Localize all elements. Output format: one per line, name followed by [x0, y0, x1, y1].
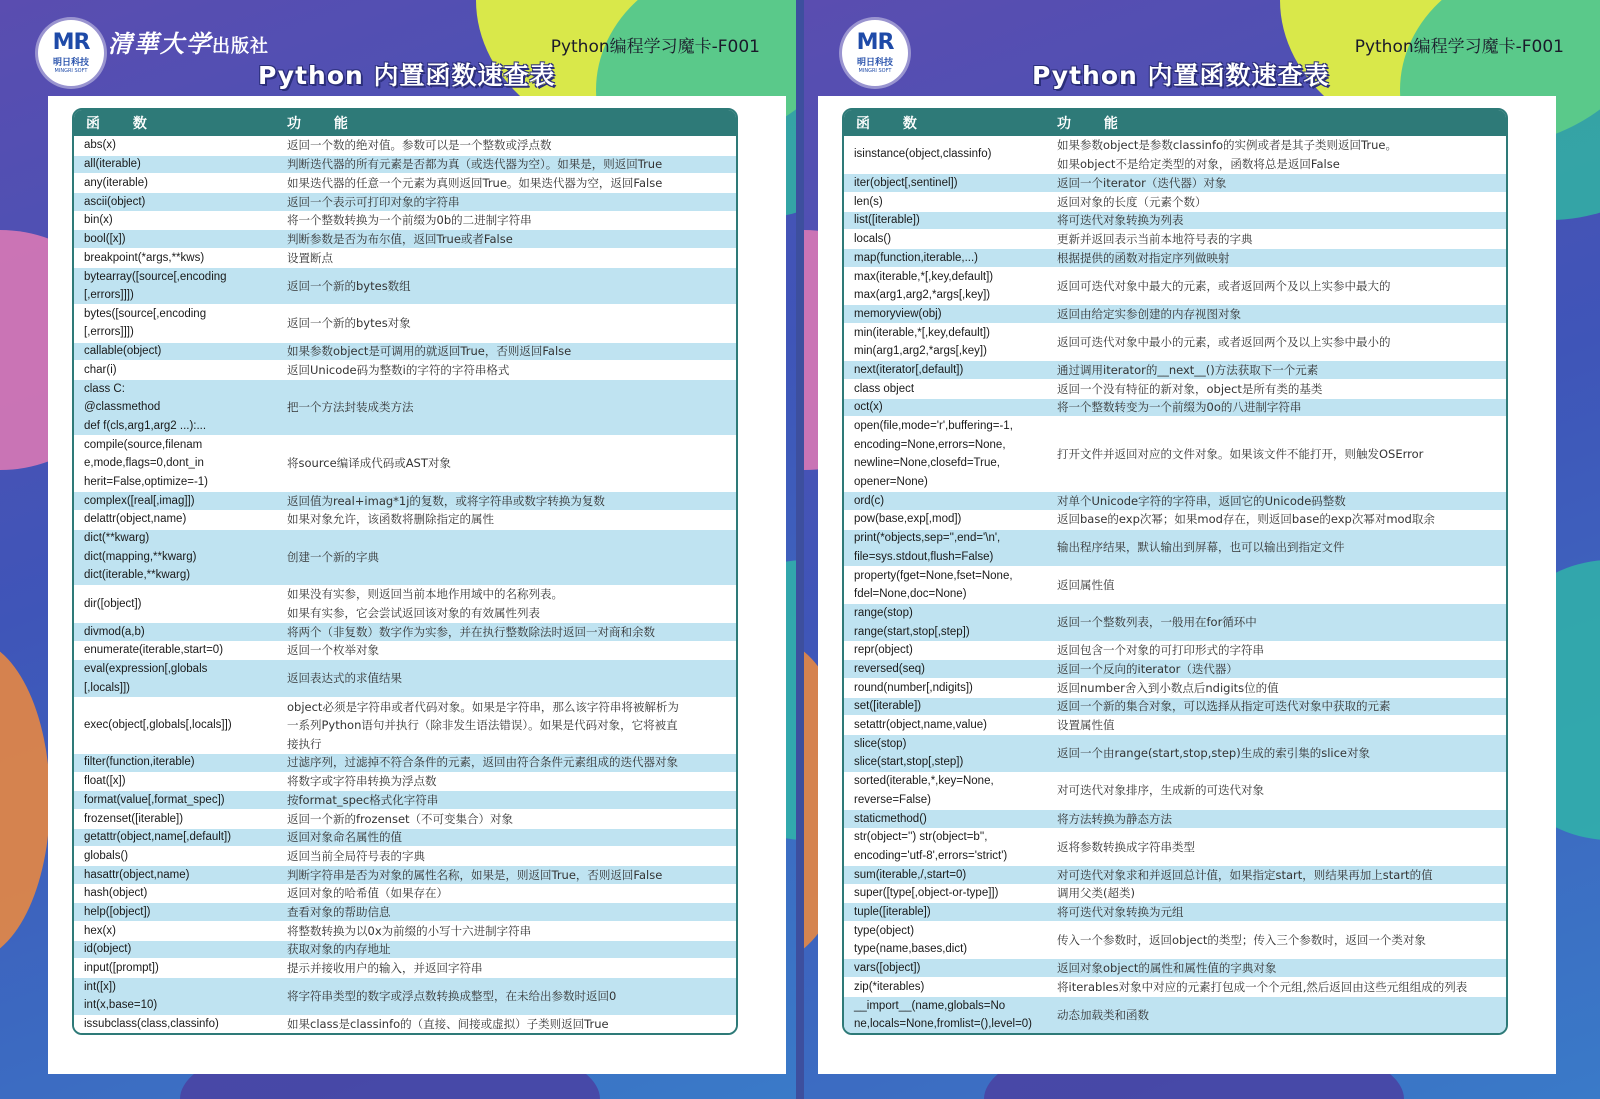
table-row — [74, 211, 736, 230]
function-signature: round(number[,ndigits]) — [854, 681, 973, 694]
table-row — [844, 304, 1506, 323]
function-description: 返回一个枚举对象 — [287, 643, 379, 658]
function-description: 提示并接收用户的输入，并返回字符串 — [287, 961, 483, 976]
function-signature: any(iterable) — [84, 176, 148, 189]
function-signature: float([x]) — [84, 775, 126, 788]
table-row — [74, 902, 736, 921]
table-row — [844, 828, 1506, 865]
function-description: 将iterables对象中对应的元素打包成一个个元组,然后返回由这些元组组成的列表 — [1057, 979, 1468, 994]
function-signature: property(fget=None,fset=None, fdel=None,doc=None) — [854, 569, 1013, 601]
table-row — [74, 865, 736, 884]
function-signature: exec(object[,globals[,locals]]) — [84, 719, 232, 732]
function-description: 返回一个表示可打印对象的字符串 — [287, 194, 460, 209]
table-row — [74, 641, 736, 660]
function-description: 如果没有实参，则返回当前本地作用域中的名称列表。 如果有实参，它会尝试返回该对象的有效属性列表 — [287, 587, 563, 620]
function-description: 如果对象允许，该函数将删除指定的属性 — [287, 512, 494, 527]
function-signature: class object — [854, 382, 915, 395]
function-description: 返回一个新的bytes对象 — [287, 316, 411, 331]
function-signature: compile(source,filenam e,mode,flags=0,dont_in herit=False,optimize=-1) — [84, 438, 208, 488]
table-row — [844, 248, 1506, 267]
function-description: 设置断点 — [287, 250, 333, 265]
function-description: 判断迭代器的所有元素是否都为真（或迭代器为空）。如果是，则返回True — [287, 157, 663, 172]
table-row — [74, 697, 736, 753]
table-row — [844, 173, 1506, 192]
table-row — [844, 659, 1506, 678]
function-signature: eval(expression[,globals [,locals]]) — [84, 663, 208, 694]
table-row — [74, 940, 736, 959]
table-body — [74, 136, 736, 1033]
table-row — [74, 379, 736, 435]
function-signature: sum(iterable,/,start=0) — [854, 868, 967, 881]
function-description: 将一个整数转换为一个前缀为0b的二进制字符串 — [287, 213, 532, 228]
table-row — [74, 342, 736, 361]
function-description: 返回对象的长度（元素个数） — [1057, 194, 1207, 209]
table-row — [74, 267, 736, 304]
table-row — [844, 865, 1506, 884]
table-row — [844, 641, 1506, 660]
function-signature: class C: @classmethod def f(cls,arg1,arg2 ...):... — [84, 382, 207, 432]
decor-blob — [0, 640, 50, 960]
function-signature: slice(stop) slice(start,stop[,step]) — [854, 737, 964, 769]
function-description: 返回Unicode码为整数i的字符的字符串格式 — [287, 362, 510, 377]
table-row — [74, 510, 736, 529]
table-row — [74, 585, 736, 622]
logo-cn-text: 明日科技 — [856, 58, 893, 68]
function-description: 返回对象的哈希值（如果存在） — [287, 886, 448, 901]
function-description: 对可迭代对象排序，生成新的可迭代对象 — [1057, 783, 1264, 798]
function-description: 将字符串类型的数字或浮点数转换成整型，在未给出参数时返回0 — [287, 989, 617, 1004]
table-body — [844, 136, 1506, 1033]
table-row — [74, 304, 736, 341]
table-row — [74, 192, 736, 211]
function-signature: ord(c) — [854, 494, 885, 507]
function-description: 动态加载类和函数 — [1057, 1007, 1149, 1022]
function-signature: dict(**kwarg) dict(mapping,**kwarg) dict(iterable,**kwarg) — [84, 532, 197, 582]
column-header-description: 功 能 — [287, 116, 362, 132]
function-signature: staticmethod() — [854, 812, 927, 825]
function-description: 更新并返回表示当前本地符号表的字典 — [1057, 232, 1253, 247]
function-signature: hex(x) — [84, 924, 116, 937]
table-row — [844, 697, 1506, 716]
table-row — [844, 360, 1506, 379]
function-signature: type(object) type(name,bases,dict) — [854, 924, 968, 956]
table-row — [74, 1015, 736, 1034]
table-row — [844, 379, 1506, 398]
publisher-suffix: 出版社 — [212, 36, 269, 57]
table-row — [74, 248, 736, 267]
table-header — [74, 110, 736, 136]
function-description: 返回可迭代对象中最小的元素，或者返回两个及以上实参中最小的 — [1057, 334, 1391, 349]
function-signature: frozenset([iterable]) — [84, 812, 184, 825]
table-row — [844, 136, 1506, 173]
function-signature: len(s) — [854, 195, 883, 208]
table-row — [74, 173, 736, 192]
function-signature: locals() — [854, 233, 892, 246]
function-signature: set([iterable]) — [854, 700, 922, 713]
function-description: 返回一个数的绝对值。参数可以是一个整数或浮点数 — [287, 138, 552, 153]
function-signature: reversed(seq) — [854, 662, 925, 675]
function-description: 将可迭代对象转换为列表 — [1057, 213, 1184, 228]
mingri-logo — [38, 20, 104, 86]
function-signature: all(iterable) — [84, 158, 141, 171]
function-signature: vars([object]) — [854, 962, 921, 975]
logo-mark: MR — [52, 30, 90, 55]
function-signature: bytes([source[,encoding [,errors]]]) — [84, 307, 207, 339]
table-row — [74, 921, 736, 940]
table-row — [74, 884, 736, 903]
function-description: 如果参数object是可调用的就返回True，否则返回False — [287, 344, 572, 359]
table-row — [844, 323, 1506, 360]
logo-cn-text: 明日科技 — [52, 58, 89, 68]
function-signature: super([type[,object-or-type]]) — [854, 887, 999, 900]
function-description: 返回包含一个对象的可打印形式的字符串 — [1057, 643, 1264, 658]
table-row — [844, 211, 1506, 230]
series-label: Python编程学习魔卡-F001 — [550, 37, 760, 57]
function-signature: enumerate(iterable,start=0) — [84, 644, 224, 657]
table-row — [74, 360, 736, 379]
function-description: 对可迭代对象求和并返回总计值，如果指定start，则结果再加上start的值 — [1057, 867, 1433, 882]
function-signature: bytearray([source[,encoding [,errors]]]) — [84, 270, 227, 302]
function-description: 返回属性值 — [1057, 577, 1115, 592]
function-description: 返回number舍入到小数点后ndigits位的值 — [1057, 680, 1279, 695]
function-signature: callable(object) — [84, 345, 162, 358]
table-row — [74, 136, 736, 155]
table-row — [74, 229, 736, 248]
mingri-logo — [842, 20, 908, 86]
function-description: 输出程序结果，默认输出到屏幕，也可以输出到指定文件 — [1057, 540, 1345, 555]
table-row — [74, 790, 736, 809]
function-signature: pow(base,exp[,mod]) — [854, 513, 962, 526]
function-signature: hash(object) — [84, 887, 148, 900]
function-description: 调用父类(超类) — [1057, 886, 1135, 901]
table-row — [844, 529, 1506, 566]
function-signature: filter(function,iterable) — [84, 756, 195, 769]
function-signature: getattr(object,name[,default]) — [84, 831, 232, 844]
content-sheet — [48, 96, 786, 1074]
table-row — [844, 958, 1506, 977]
function-signature: min(iterable,*[,key,default]) min(arg1,arg2,*args[,key]) — [854, 326, 990, 358]
function-description: 返回值为real+imag*1j的复数，或将字符串或数字转换为复数 — [287, 493, 605, 508]
function-signature: ascii(object) — [84, 195, 146, 208]
table-row — [844, 398, 1506, 417]
table-row — [844, 510, 1506, 529]
function-signature: zip(*iterables) — [854, 980, 925, 993]
function-signature: char(i) — [84, 363, 117, 376]
function-description: 按format_spec格式化字符串 — [287, 792, 439, 807]
function-description: 如果参数object是参数classinfo的实例或者是其子类则返回True。 如果object不是给定类型的对象，函数将总是返回False — [1057, 138, 1397, 171]
function-signature: globals() — [84, 849, 129, 862]
function-description: 将两个（非复数）数字作为实参，并在执行整数除法时返回一对商和余数 — [287, 624, 655, 639]
table-row — [844, 491, 1506, 510]
function-description: 如果迭代器的任意一个元素为真则返回True。如果迭代器为空，返回False — [287, 175, 663, 190]
function-signature: open(file,mode='r',buffering=-1, encoding=None,errors=None, newline=None,closefd=True, opener=None) — [854, 420, 1013, 488]
function-signature: print(*objects,sep='',end='\n', file=sys.stdout,flush=False) — [854, 532, 1001, 563]
table-row — [844, 192, 1506, 211]
table-row — [844, 267, 1506, 304]
function-signature: dir([object]) — [84, 597, 142, 610]
function-description: 获取对象的内存地址 — [287, 942, 391, 957]
table-header — [844, 110, 1506, 136]
table-row — [844, 416, 1506, 491]
function-description: 通过调用iterator的__next__()方法获取下一个元素 — [1057, 362, 1319, 377]
column-header-function: 函 数 — [86, 116, 161, 132]
table-row — [74, 435, 736, 491]
function-description: object必须是字符串或者代码对象。如果是字符串，那么该字符串将被解析为 一系列Python语句并执行（除非发生语法错误）。如果是代码对象，它将被直 接执行 — [287, 699, 679, 751]
table-row — [74, 958, 736, 977]
table-row — [74, 977, 736, 1014]
function-description: 将数字或字符串转换为浮点数 — [287, 774, 437, 789]
table-row — [74, 772, 736, 791]
table-row — [844, 902, 1506, 921]
function-description: 创建一个新的字典 — [287, 549, 379, 564]
card-right — [804, 0, 1600, 1099]
table-row — [74, 491, 736, 510]
function-signature: abs(x) — [84, 139, 116, 152]
function-signature: format(value[,format_spec]) — [84, 793, 225, 806]
table-row — [74, 753, 736, 772]
function-description: 返回一个iterator（迭代器）对象 — [1057, 175, 1227, 190]
function-description: 将可迭代对象转换为元组 — [1057, 904, 1184, 919]
table-row — [844, 229, 1506, 248]
function-signature: str(object='') str(object=b'', encoding='utf-8',errors='strict') — [854, 831, 1008, 862]
function-signature: map(function,iterable,...) — [854, 251, 979, 264]
table-row — [844, 715, 1506, 734]
function-description: 对单个Unicode字符的字符串，返回它的Unicode码整数 — [1057, 493, 1346, 508]
table-row — [844, 996, 1506, 1033]
function-description: 将一个整数转变为一个前缀为0o的八进制字符串 — [1057, 400, 1302, 415]
function-description: 如果class是classinfo的（直接、间接或虚拟）子类则返回True — [287, 1017, 609, 1032]
table-row — [74, 659, 736, 696]
function-signature: help([object]) — [84, 905, 151, 918]
function-description: 判断参数是否为布尔值，返回True或者False — [287, 232, 513, 247]
function-description: 返回由给定实参创建的内存视图对象 — [1057, 306, 1241, 321]
function-signature: input([prompt]) — [84, 962, 159, 975]
table-row — [74, 828, 736, 847]
function-signature: memoryview(obj) — [854, 307, 942, 320]
function-description: 返回表达式的求值结果 — [287, 671, 402, 686]
table-row — [74, 155, 736, 174]
logo-mark: MR — [856, 30, 894, 55]
page-title: Python 内置函数速查表 — [1032, 61, 1330, 90]
function-signature: isinstance(object,classinfo) — [854, 148, 992, 161]
function-description: 返回一个反向的iterator（迭代器） — [1057, 661, 1238, 676]
function-description: 判断字符串是否为对象的属性名称，如果是，则返回True，否则返回False — [287, 867, 663, 882]
function-description: 将方法转换为静态方法 — [1057, 811, 1172, 826]
function-description: 返回一个新的frozenset（不可变集合）对象 — [287, 811, 514, 826]
function-signature: max(iterable,*[,key,default]) max(arg1,arg2,*args[,key]) — [854, 270, 994, 302]
function-signature: breakpoint(*args,**kws) — [84, 251, 205, 264]
function-description: 返回一个没有特征的新对象，object是所有类的基类 — [1057, 381, 1323, 396]
function-signature: range(stop) range(start,stop[,step]) — [854, 607, 970, 638]
function-signature: divmod(a,b) — [84, 625, 145, 638]
column-header-description: 功 能 — [1057, 116, 1132, 132]
function-signature: __import__(name,globals=No ne,locals=None,fromlist=(),level=0) — [854, 999, 1033, 1031]
publisher-name: 清華大学 — [108, 29, 212, 58]
function-signature: delattr(object,name) — [84, 513, 187, 526]
logo-en-text: MINGRI SOFT — [858, 68, 892, 74]
function-signature: oct(x) — [854, 401, 883, 414]
function-signature: list([iterable]) — [854, 214, 920, 227]
function-signature: setattr(object,name,value) — [854, 719, 987, 732]
table-row — [844, 772, 1506, 809]
function-description: 传入一个参数时，返回object的类型；传入三个参数时，返回一个类对象 — [1057, 933, 1426, 947]
table-row — [844, 603, 1506, 640]
function-description: 根据提供的函数对指定序列做映射 — [1057, 250, 1230, 265]
function-description: 返回一个新的bytes数组 — [287, 278, 411, 293]
table-row — [74, 529, 736, 585]
function-description: 返回一个新的集合对象，可以选择从指定可迭代对象中获取的元素 — [1057, 699, 1391, 714]
table-row — [844, 977, 1506, 996]
function-description: 设置属性值 — [1057, 718, 1115, 733]
publisher-logo — [108, 24, 269, 59]
function-signature: repr(object) — [854, 644, 913, 657]
series-label: Python编程学习魔卡-F001 — [1354, 37, 1564, 57]
function-description: 过滤序列，过滤掉不符合条件的元素，返回由符合条件元素组成的迭代器对象 — [287, 755, 678, 770]
table-row — [74, 809, 736, 828]
table-row — [844, 809, 1506, 828]
logo-en-text: MINGRI SOFT — [54, 68, 88, 74]
function-signature: hasattr(object,name) — [84, 868, 190, 881]
function-description: 把一个方法封装成类方法 — [287, 400, 414, 415]
table-row — [844, 566, 1506, 603]
function-description: 将source编译成代码或AST对象 — [287, 456, 451, 471]
table-row — [844, 678, 1506, 697]
function-signature: tuple([iterable]) — [854, 905, 931, 918]
function-description: 打开文件并返回对应的文件对象。如果该文件不能打开，则触发OSError — [1057, 447, 1424, 461]
function-signature: next(iterator[,default]) — [854, 363, 964, 376]
function-description: 返回当前全局符号表的字典 — [287, 848, 425, 863]
function-table — [842, 108, 1508, 1035]
function-description: 查看对象的帮助信息 — [287, 904, 391, 919]
card-left — [0, 0, 796, 1099]
function-description: 返将参数转换成字符串类型 — [1057, 839, 1195, 854]
function-signature: iter(object[,sentinel]) — [854, 176, 958, 189]
table-row — [844, 921, 1506, 958]
function-table — [72, 108, 738, 1035]
function-signature: bool([x]) — [84, 233, 126, 246]
function-description: 返回对象object的属性和属性值的字典对象 — [1057, 961, 1277, 976]
table-row — [844, 734, 1506, 771]
column-header-function: 函 数 — [856, 116, 931, 132]
function-signature: complex([real[,imag]]) — [84, 494, 195, 507]
table-row — [844, 884, 1506, 903]
function-description: 返回base的exp次幂；如果mod存在，则返回base的exp次幂对mod取余 — [1057, 512, 1435, 527]
function-description: 返回一个由range(start,stop,step)生成的索引集的slice对象 — [1057, 746, 1370, 761]
page-title: Python 内置函数速查表 — [258, 61, 556, 90]
function-signature: bin(x) — [84, 214, 113, 227]
content-sheet — [818, 96, 1556, 1074]
function-description: 返回可迭代对象中最大的元素，或者返回两个及以上实参中最大的 — [1057, 278, 1391, 293]
function-description: 返回一个整数列表，一般用在for循环中 — [1057, 615, 1257, 630]
function-signature: int([x]) int(x,base=10) — [84, 980, 158, 1012]
function-signature: id(object) — [84, 943, 132, 956]
function-description: 将整数转换为以0x为前缀的小写十六进制字符串 — [287, 923, 532, 938]
function-signature: issubclass(class,classinfo) — [84, 1018, 219, 1031]
table-row — [74, 846, 736, 865]
function-signature: sorted(iterable,*,key=None, reverse=False) — [854, 775, 994, 806]
table-row — [74, 622, 736, 641]
function-description: 返回对象命名属性的值 — [287, 830, 402, 845]
